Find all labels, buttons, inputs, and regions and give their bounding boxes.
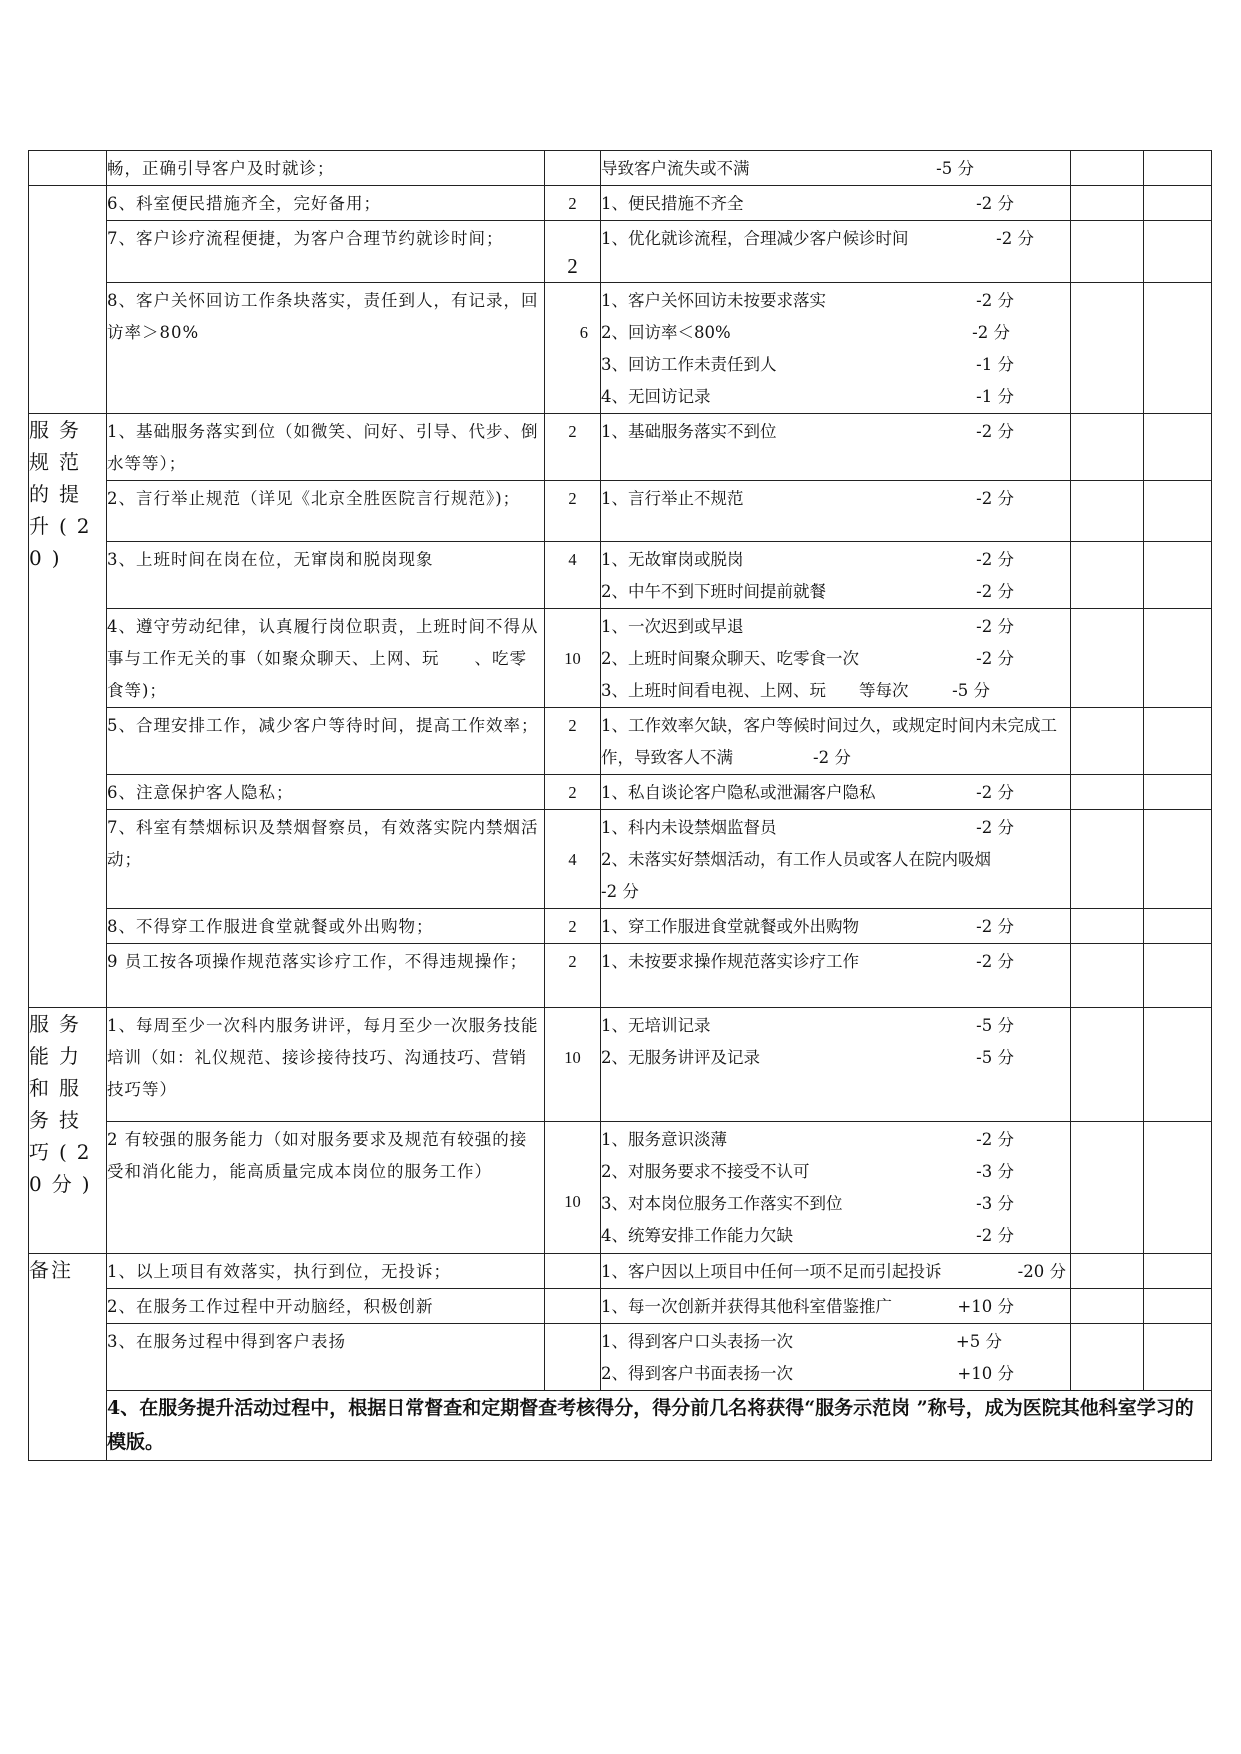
deduction-line: 2、中午不到下班时间提前就餐 -2 分: [601, 582, 1014, 601]
deduction-cell: [601, 151, 1071, 186]
deduction-line: 1、优化就诊流程，合理减少客户候诊时间 -2 分: [601, 229, 1034, 248]
deduction-line: 1、无培训记录 -5 分: [601, 1016, 1014, 1035]
category-cell: 服务规范的提升(20): [29, 414, 107, 1008]
deduction-line: 1、言行举止不规范 -2 分: [601, 489, 1014, 508]
deduction-line: 1、得到客户口头表扬一次 +5 分: [601, 1332, 1002, 1351]
deduction-line: 2、得到客户书面表扬一次 +10 分: [601, 1364, 1014, 1383]
standard-cell: 2 有较强的服务能力（如对服务要求及规范有较强的接受和消化能力，能高质量完成本岗位的服务工作）: [107, 1122, 545, 1254]
deduction-cell: [601, 481, 1071, 542]
deduction-line: 1、穿工作服进食堂就餐或外出购物 -2 分: [601, 917, 1014, 936]
deduction-line: 1、客户因以上项目中任何一项不足而引起投诉 -20 分: [601, 1262, 1066, 1281]
standard-cell: 1、以上项目有效落实，执行到位，无投诉；: [107, 1254, 545, 1289]
blank-cell: [1144, 1122, 1212, 1254]
standard-cell: 7、科室有禁烟标识及禁烟督察员，有效落实院内禁烟活动；: [107, 810, 545, 909]
blank-cell: [1071, 909, 1144, 944]
blank-cell: [1071, 810, 1144, 909]
blank-cell: [1071, 221, 1144, 283]
deduction-cell: [601, 944, 1071, 1008]
table-row: [29, 221, 1212, 283]
score-cell: 2: [545, 481, 601, 542]
deduction-line: 2、对服务要求不接受不认可 -3 分: [601, 1162, 1014, 1181]
standard-cell: 8、不得穿工作服进食堂就餐或外出购物；: [107, 909, 545, 944]
deduction-line: 1、一次迟到或早退 -2 分: [601, 617, 1014, 636]
table-row: [29, 1254, 1212, 1289]
deduction-line: 1、无故窜岗或脱岗 -2 分: [601, 550, 1014, 569]
table-row: [29, 1391, 1212, 1461]
blank-cell: [1071, 775, 1144, 810]
deduction-cell: [601, 542, 1071, 609]
blank-cell: [1144, 708, 1212, 775]
standard-cell: 7、客户诊疗流程便捷，为客户合理节约就诊时间；: [107, 221, 545, 283]
score-cell: 4: [545, 810, 601, 909]
score-cell: 2: [545, 909, 601, 944]
blank-cell: [1071, 1289, 1144, 1324]
deduction-cell: [601, 414, 1071, 481]
score-cell: [545, 1324, 601, 1391]
score-cell: [545, 1289, 601, 1324]
blank-cell: [1144, 1324, 1212, 1391]
table-row: [29, 1008, 1212, 1122]
standard-cell: 3、上班时间在岗在位，无窜岗和脱岗现象: [107, 542, 545, 609]
category-cell: 备注: [29, 1254, 107, 1461]
blank-cell: [1071, 151, 1144, 186]
score-cell: 2: [545, 708, 601, 775]
deduction-cell: [601, 186, 1071, 221]
remark-note: 4、在服务提升活动过程中，根据日常督查和定期督查考核得分，得分前几名将获得“服务示范岗 ”称号，成为医院其他科室学习的模版。: [107, 1391, 1212, 1461]
table-row: [29, 944, 1212, 1008]
deduction-line: 1、未按要求操作规范落实诊疗工作 -2 分: [601, 952, 1014, 971]
blank-cell: [1144, 1254, 1212, 1289]
score-cell: 4: [545, 542, 601, 609]
table-row: [29, 909, 1212, 944]
standard-cell: 1、每周至少一次科内服务讲评，每月至少一次服务技能培训（如：礼仪规范、接诊接待技巧、沟通技巧、营销技巧等）: [107, 1008, 545, 1122]
blank-cell: [1144, 151, 1212, 186]
standard-cell: 1、基础服务落实到位（如微笑、问好、引导、代步、倒水等等）；: [107, 414, 545, 481]
blank-cell: [1144, 221, 1212, 283]
score-cell: 2: [545, 414, 601, 481]
deduction-cell: [601, 909, 1071, 944]
blank-cell: [1144, 1008, 1212, 1122]
score-cell: 10: [545, 609, 601, 708]
deduction-line: 2、上班时间聚众聊天、吃零食一次 -2 分: [601, 649, 1014, 668]
deduction-cell: [601, 1254, 1071, 1289]
blank-cell: [1071, 186, 1144, 221]
category-cell: 服务能力和服务技巧(20分): [29, 1008, 107, 1254]
blank-cell: [1144, 810, 1212, 909]
deduction-cell: [601, 775, 1071, 810]
assessment-table: [28, 150, 1212, 1461]
table-row: [29, 775, 1212, 810]
deduction-line: 1、每一次创新并获得其他科室借鉴推广 +10 分: [601, 1297, 1014, 1316]
deduction-cell: [601, 1324, 1071, 1391]
deduction-line: 1、工作效率欠缺，客户等候时间过久，或规定时间内未完成工作，导致客人不满 -2 分: [601, 716, 1057, 767]
table-row: [29, 1289, 1212, 1324]
standard-cell: 畅，正确引导客户及时就诊；: [107, 151, 545, 186]
table-row: [29, 542, 1212, 609]
score-cell: 10: [545, 1008, 601, 1122]
blank-cell: [1071, 414, 1144, 481]
deduction-line: 1、基础服务落实不到位 -2 分: [601, 422, 1014, 441]
deduction-cell: [601, 1122, 1071, 1254]
deduction-cell: [601, 609, 1071, 708]
standard-cell: 5、合理安排工作，减少客户等待时间，提高工作效率；: [107, 708, 545, 775]
standard-cell: 3、在服务过程中得到客户表扬: [107, 1324, 545, 1391]
deduction-line: 4、无回访记录 -1 分: [601, 387, 1014, 406]
blank-cell: [1144, 414, 1212, 481]
blank-cell: [1144, 909, 1212, 944]
deduction-cell: [601, 1289, 1071, 1324]
standard-cell: 6、科室便民措施齐全，完好备用；: [107, 186, 545, 221]
blank-cell: [1071, 1008, 1144, 1122]
blank-cell: [1071, 1122, 1144, 1254]
table-row: [29, 481, 1212, 542]
category-cell: [29, 151, 107, 186]
deduction-line: 2、回访率＜80% -2 分: [601, 323, 1010, 342]
score-cell: 2: [545, 944, 601, 1008]
deduction-line: 2、无服务讲评及记录 -5 分: [601, 1048, 1014, 1067]
standard-cell: 8、客户关怀回访工作条块落实，责任到人，有记录，回访率＞80%: [107, 283, 545, 414]
table-row: [29, 151, 1212, 186]
standard-cell: 2、言行举止规范（详见《北京全胜医院言行规范》)；: [107, 481, 545, 542]
blank-cell: [1071, 1254, 1144, 1289]
table-row: [29, 186, 1212, 221]
deduction-line: 导致客户流失或不满 -5 分: [601, 159, 974, 178]
score-cell: [545, 1254, 601, 1289]
score-cell: 10: [545, 1122, 601, 1254]
deduction-line: 1、便民措施不齐全 -2 分: [601, 194, 1014, 213]
deduction-cell: [601, 221, 1071, 283]
category-cell: [29, 186, 107, 414]
table-row: [29, 609, 1212, 708]
deduction-line: 3、上班时间看电视、上网、玩 等每次 -5 分: [601, 681, 990, 700]
score-cell: 6: [545, 283, 601, 414]
table-row: [29, 1122, 1212, 1254]
blank-cell: [1071, 944, 1144, 1008]
blank-cell: [1144, 186, 1212, 221]
deduction-cell: [601, 1008, 1071, 1122]
blank-cell: [1144, 944, 1212, 1008]
blank-cell: [1144, 481, 1212, 542]
score-cell: 2: [545, 221, 601, 283]
standard-cell: 9 员工按各项操作规范落实诊疗工作，不得违规操作；: [107, 944, 545, 1008]
deduction-line: 1、私自谈论客户隐私或泄漏客户隐私 -2 分: [601, 783, 1014, 802]
deduction-cell: [601, 708, 1071, 775]
score-cell: 2: [545, 775, 601, 810]
blank-cell: [1144, 542, 1212, 609]
standard-cell: 6、注意保护客人隐私；: [107, 775, 545, 810]
score-cell: [545, 151, 601, 186]
deduction-line: 3、对本岗位服务工作落实不到位 -3 分: [601, 1194, 1014, 1213]
blank-cell: [1071, 609, 1144, 708]
standard-cell: 4、遵守劳动纪律，认真履行岗位职责，上班时间不得从事与工作无关的事（如聚众聊天、上网、玩 、吃零食等)；: [107, 609, 545, 708]
blank-cell: [1071, 708, 1144, 775]
table-row: [29, 708, 1212, 775]
blank-cell: [1071, 542, 1144, 609]
table-row: [29, 1324, 1212, 1391]
deduction-line: 4、统筹安排工作能力欠缺 -2 分: [601, 1226, 1014, 1245]
blank-cell: [1071, 481, 1144, 542]
table-row: [29, 810, 1212, 909]
deduction-line: 3、回访工作未责任到人 -1 分: [601, 355, 1014, 374]
deduction-line: 1、服务意识淡薄 -2 分: [601, 1130, 1014, 1149]
score-cell: 2: [545, 186, 601, 221]
deduction-line: 1、科内未设禁烟监督员 -2 分: [601, 818, 1014, 837]
deduction-cell: [601, 283, 1071, 414]
deduction-cell: [601, 810, 1071, 909]
deduction-line: 2、未落实好禁烟活动，有工作人员或客人在院内吸烟 -2 分: [601, 850, 991, 901]
blank-cell: [1144, 1289, 1212, 1324]
blank-cell: [1144, 775, 1212, 810]
table-row: [29, 414, 1212, 481]
blank-cell: [1071, 283, 1144, 414]
blank-cell: [1071, 1324, 1144, 1391]
deduction-line: 1、客户关怀回访未按要求落实 -2 分: [601, 291, 1014, 310]
table-row: [29, 283, 1212, 414]
blank-cell: [1144, 283, 1212, 414]
standard-cell: 2、在服务工作过程中开动脑经，积极创新: [107, 1289, 545, 1324]
blank-cell: [1144, 609, 1212, 708]
